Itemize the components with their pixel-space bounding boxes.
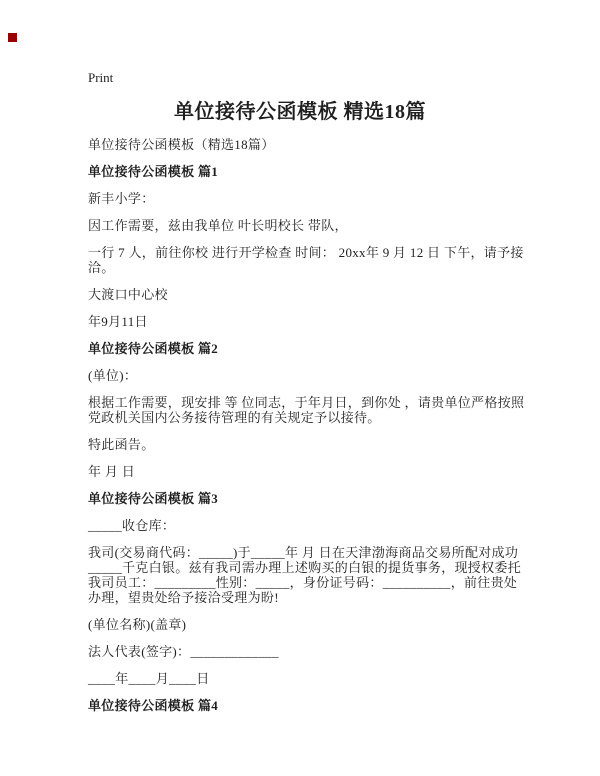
paragraph: 年 月 日 (88, 464, 135, 479)
section-heading-3: 单位接待公函模板 篇3 (88, 491, 219, 506)
print-link[interactable]: Print (88, 70, 114, 85)
paragraph: 根据工作需要，现安排 等 位同志，于年月日，到你处 ，请贵单位严格按照党政机关国内公务接待管理的有关规定予以接待。 (88, 395, 525, 425)
paragraph: 年9月11日 (88, 314, 148, 329)
paragraph: 我司(交易商代码：_____)于_____年 月 日在天津渤海商品交易所配对成功_____千克白银。兹有我司需办理上述购买的白银的提货事务，现授权委托我司员工：_________性别：_____，身份证号码：__________，前往贵处办理，望贵处给予接洽受理为盼! (88, 545, 522, 605)
subtitle: 单位接待公函模板（精选18篇） (88, 137, 275, 152)
document-content (88, 137, 526, 713)
paragraph: 因工作需要，兹由我单位 叶长明校长 带队， (88, 218, 348, 233)
red-marker-icon (8, 33, 17, 42)
paragraph: 新丰小学： (88, 191, 155, 206)
paragraph: 大渡口中心校 (88, 287, 168, 302)
paragraph: (单位)： (88, 368, 138, 383)
page-title: 单位接待公函模板 精选18篇 (174, 101, 426, 123)
paragraph: 特此函告。 (88, 437, 155, 452)
paragraph: 法人代表(签字)：_____________ (88, 644, 279, 659)
paragraph: 一行 7 人，前往你校 进行开学检查 时间： 20xx年 9 月 12 日 下午，请予接洽。 (88, 245, 524, 275)
paragraph: (单位名称)(盖章) (88, 617, 187, 632)
paragraph: ____年____月____日 (88, 671, 210, 686)
paragraph: _____收仓库： (88, 518, 176, 533)
section-heading-4: 单位接待公函模板 篇4 (88, 698, 219, 713)
section-heading-1: 单位接待公函模板 篇1 (88, 164, 219, 179)
section-heading-2: 单位接待公函模板 篇2 (88, 341, 219, 356)
